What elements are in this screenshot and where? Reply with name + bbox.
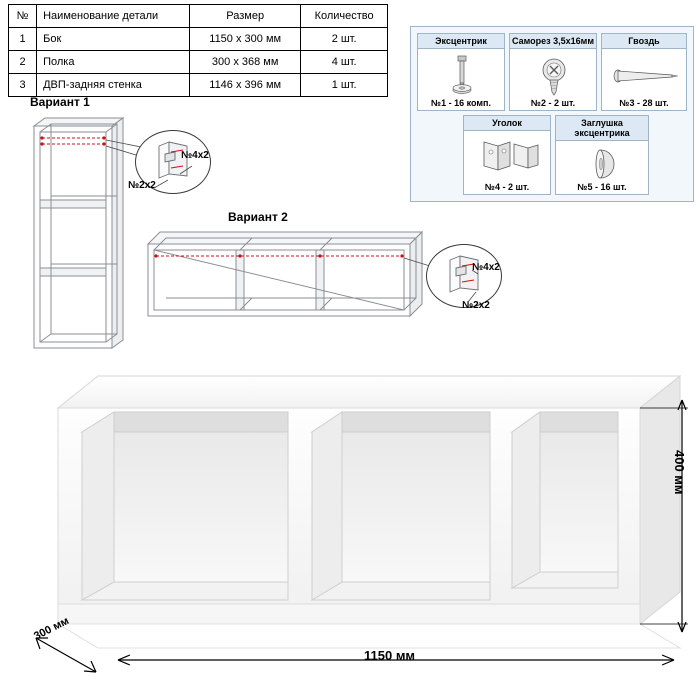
hardware-item-nail	[601, 33, 687, 111]
dimension-depth-label: 300 мм	[32, 614, 72, 643]
cell-num: 2	[9, 51, 37, 74]
cell-size: 1150 x 300 мм	[190, 28, 301, 51]
hardware-label: №1 - 16 комп.	[431, 98, 491, 108]
hardware-label: №5 - 16 шт.	[577, 182, 627, 192]
variant-1-callout-bottom-label: №2х2	[128, 180, 156, 191]
cell-qty: 2 шт.	[301, 28, 388, 51]
variant-2-title: Вариант 2	[228, 210, 288, 224]
cell-name: Полка	[37, 51, 190, 74]
variant-2-callout-leaders	[440, 262, 510, 312]
cell-name: Бок	[37, 28, 190, 51]
variant-1-callout-top-label: №4х2	[181, 150, 209, 161]
hardware-label: №2 - 2 шт.	[530, 98, 576, 108]
hardware-title: Саморез 3,5х16мм	[510, 34, 596, 49]
variant-1-callout-leaders	[120, 160, 200, 200]
table-header-row	[9, 5, 388, 28]
hardware-legend-panel	[410, 26, 694, 202]
table-row	[9, 51, 388, 74]
cell-name: ДВП-задняя стенка	[37, 74, 190, 97]
cell-num: 3	[9, 74, 37, 97]
cell-size: 1146 x 396 мм	[190, 74, 301, 97]
hardware-item-cam-cap	[555, 115, 649, 195]
nail-icon	[602, 54, 686, 94]
dimension-width-label: 1150 мм	[364, 648, 416, 663]
variant-1-title: Вариант 1	[30, 95, 90, 109]
table-row	[9, 28, 388, 51]
dimension-height-label: 400 мм	[672, 450, 687, 495]
cam-lock-icon	[418, 54, 504, 94]
parts-table	[8, 4, 388, 97]
variant-2-callout-top-label: №4х2	[472, 262, 500, 273]
hardware-title: Уголок	[464, 116, 550, 131]
hardware-title: Гвоздь	[602, 34, 686, 49]
hardware-title: Заглушка эксцентрика	[556, 116, 648, 141]
variant-2-drawing	[140, 226, 430, 336]
hardware-title: Эксцентрик	[418, 34, 504, 49]
hardware-label: №4 - 2 шт.	[484, 182, 530, 192]
cabinet-3d-render	[20, 360, 700, 680]
table-header-qty: Количество	[301, 5, 388, 28]
variant-2-callout-bottom-label: №2х2	[462, 300, 490, 311]
cell-size: 300 x 368 мм	[190, 51, 301, 74]
hardware-item-screw	[509, 33, 597, 111]
hardware-item-cam-lock	[417, 33, 505, 111]
cell-qty: 4 шт.	[301, 51, 388, 74]
cell-qty: 1 шт.	[301, 74, 388, 97]
hardware-item-corner-bracket	[463, 115, 551, 195]
table-row	[9, 74, 388, 97]
cam-cap-icon	[556, 148, 648, 178]
hardware-label: №3 - 28 шт.	[619, 98, 669, 108]
table-header-size: Размер	[190, 5, 301, 28]
table-header-name: Наименование детали	[37, 5, 190, 28]
corner-bracket-icon	[464, 136, 550, 178]
screw-icon	[510, 54, 596, 94]
table-header-num: №	[9, 5, 37, 28]
cell-num: 1	[9, 28, 37, 51]
